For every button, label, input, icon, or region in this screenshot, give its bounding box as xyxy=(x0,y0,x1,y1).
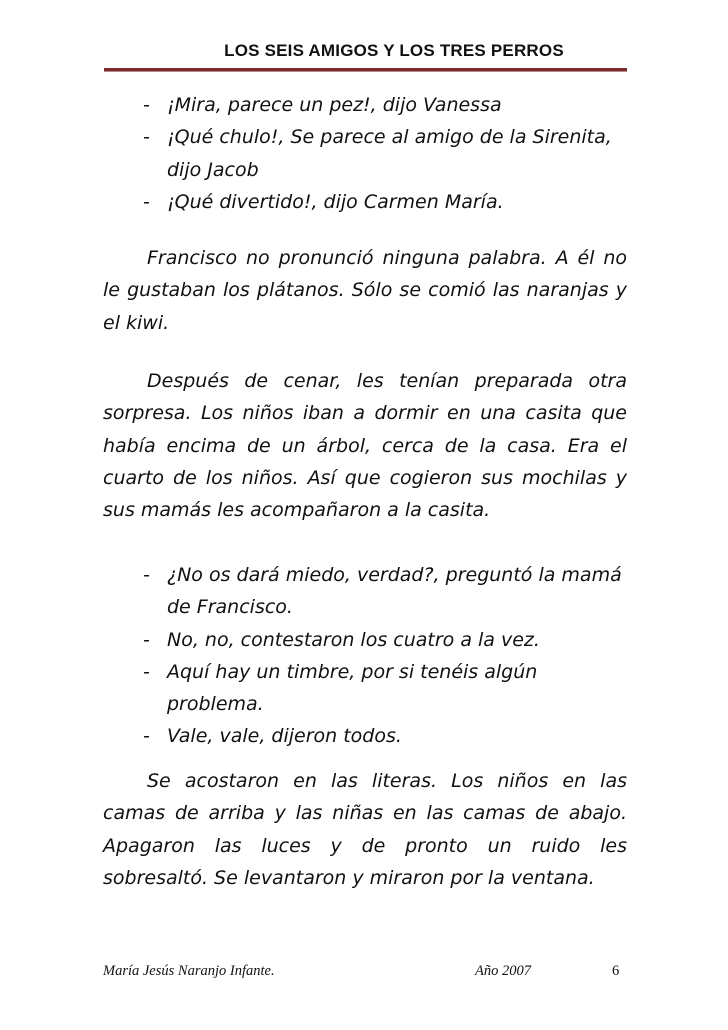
dash-marker: - xyxy=(143,564,150,586)
paragraph-bunk-beds: Se acostaron en las literas. Los niños en las camas de arriba y las niñas en las camas de abajo. Apagaron las luces y de pronto un ruido les sobresaltó. Se levantaron y miraron por la ventana. xyxy=(103,770,627,889)
dialogue-text: ¡Mira, parece un pez!, dijo Vanessa xyxy=(167,94,502,116)
dialogue-text: ¡Qué chulo!, Se parece al amigo de la Sirenita, dijo Jacob xyxy=(167,126,612,181)
dash-marker: - xyxy=(143,190,150,213)
footer-year: Año 2007 xyxy=(475,963,531,979)
dialogue-item xyxy=(143,186,633,218)
dialogue-text: Vale, vale, dijeron todos. xyxy=(167,725,402,748)
dash-marker: - xyxy=(143,725,150,748)
footer-author: María Jesús Naranjo Infante. xyxy=(103,963,275,979)
dialogue-text: Aquí hay un timbre, por si tenéis algún problema. xyxy=(167,660,538,716)
page-number: 6 xyxy=(612,963,620,979)
dialogue-item xyxy=(143,121,633,186)
dash-marker: - xyxy=(143,126,150,149)
dash-marker: - xyxy=(143,660,150,683)
dialogue-text: ¿No os dará miedo, verdad?, preguntó la mamá de Francisco. xyxy=(167,564,622,619)
dialogue-text: No, no, contestaron los cuatro a la vez. xyxy=(167,628,540,651)
dialogue-item xyxy=(143,89,633,121)
dialogue-text: ¡Qué divertido!, dijo Carmen María. xyxy=(167,190,504,213)
paragraph-after-dinner: Después de cenar, les tenían preparada otra sorpresa. Los niños iban a dormir en una casita que había encima de un árbol, cerca de la casa. Era el cuarto de los niños. Así que cogieron sus mochilas y sus mamás les acompañaron a la casita. xyxy=(103,370,627,522)
dash-marker: - xyxy=(143,628,150,651)
dialogue-item xyxy=(143,624,633,656)
dialogue-item xyxy=(143,559,633,624)
dash-marker: - xyxy=(143,94,150,116)
dialogue-item xyxy=(143,656,633,721)
dialogue-list-1 xyxy=(143,89,633,218)
dialogue-list-2 xyxy=(143,559,633,753)
header-divider xyxy=(104,68,627,72)
page-header-title: LOS SEIS AMIGOS Y LOS TRES PERROS xyxy=(224,41,564,60)
dialogue-item xyxy=(143,720,633,752)
paragraph-francisco: Francisco no pronunció ninguna palabra. A él no le gustaban los plátanos. Sólo se comió las naranjas y el kiwi. xyxy=(103,247,627,334)
